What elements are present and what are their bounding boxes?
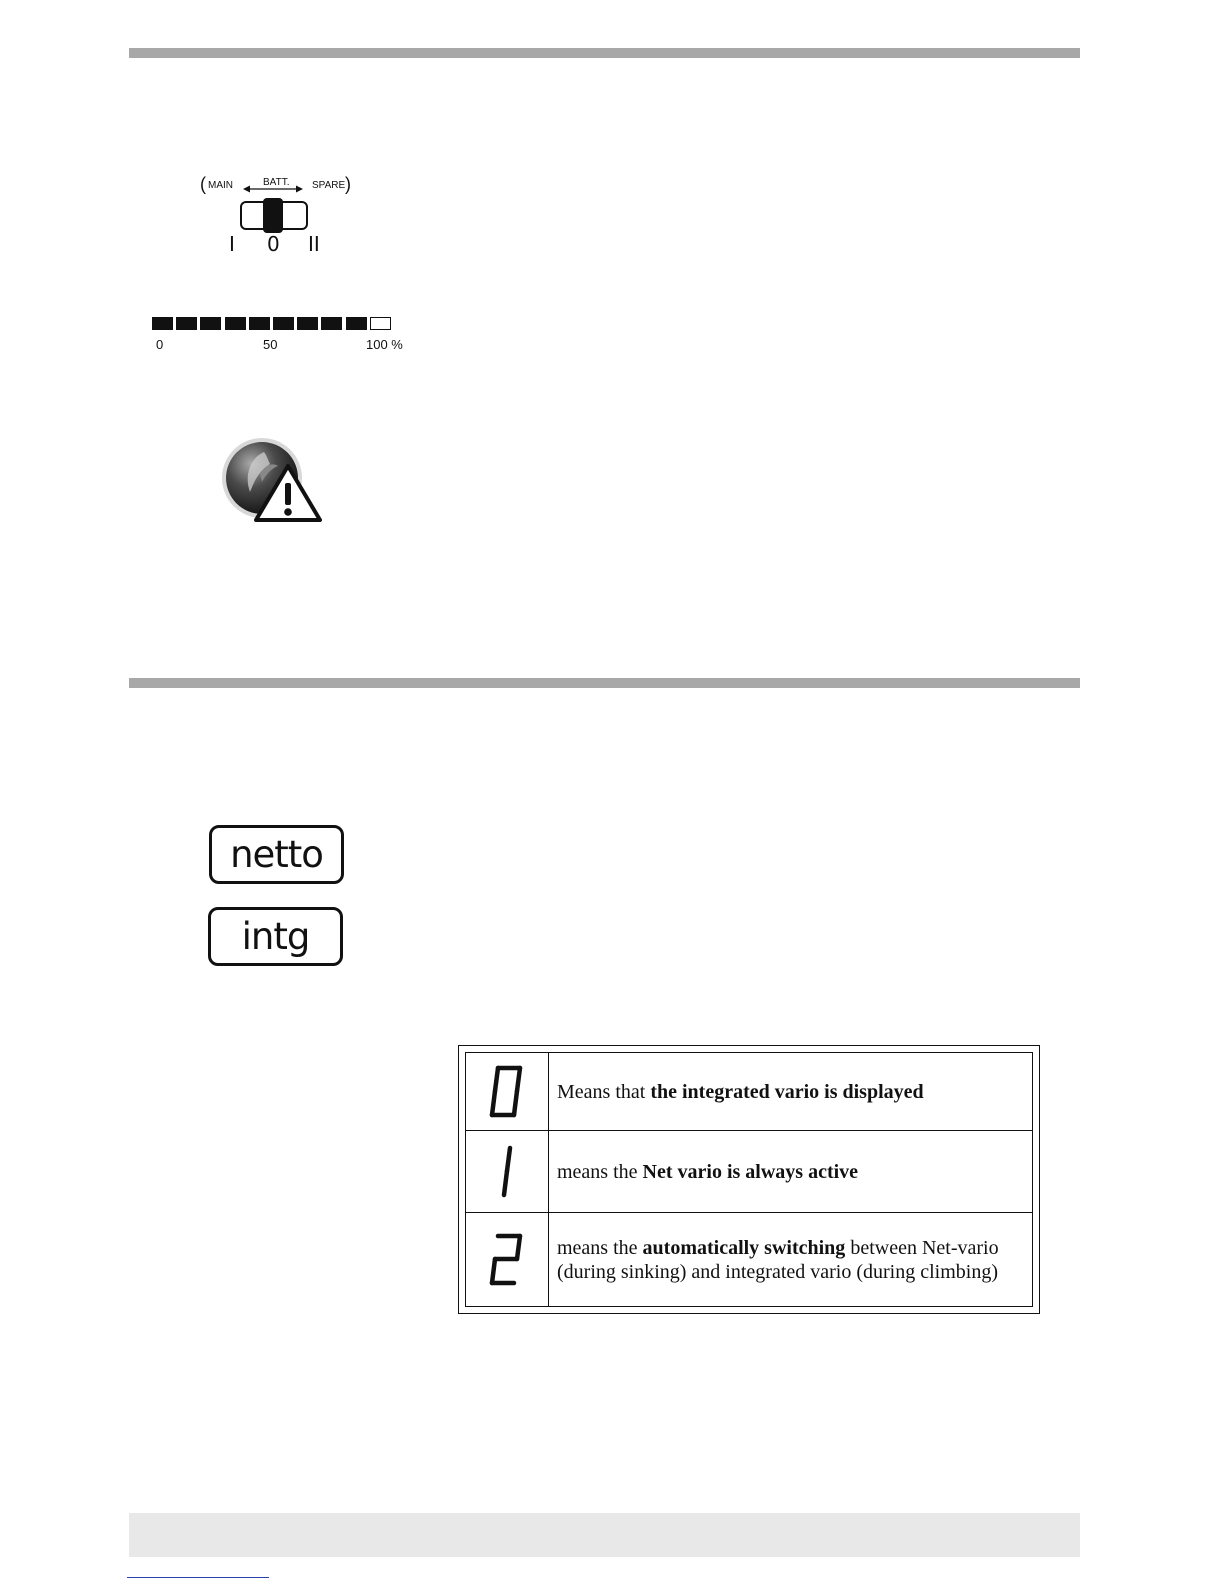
lcd-digit-1-icon bbox=[487, 1144, 527, 1200]
switch-knob bbox=[263, 198, 283, 233]
battery-level-gauge bbox=[152, 316, 422, 356]
paren-left: ( bbox=[200, 174, 206, 194]
lcd-digit-0-icon bbox=[487, 1064, 527, 1120]
switch-main-label: MAIN bbox=[208, 180, 233, 191]
gauge-segment-filled bbox=[225, 317, 246, 330]
digit-cell bbox=[466, 1213, 549, 1307]
description-cell bbox=[549, 1053, 1033, 1131]
switch-spare-label: SPARE bbox=[312, 180, 346, 191]
switch-position-spare: II bbox=[308, 232, 320, 256]
row-text: Means that bbox=[557, 1080, 651, 1103]
intg-mode-button[interactable]: intg bbox=[208, 907, 343, 966]
battery-switch-diagram bbox=[195, 172, 365, 262]
switch-position-main: I bbox=[229, 232, 235, 256]
lcd-digit-2-icon bbox=[487, 1232, 527, 1288]
section-divider-top bbox=[129, 48, 1080, 58]
vario-mode-table bbox=[458, 1045, 1040, 1314]
footer-band bbox=[129, 1513, 1080, 1557]
gauge-segment-filled bbox=[176, 317, 197, 330]
double-arrow-icon bbox=[243, 184, 303, 194]
switch-batt-label: BATT. bbox=[263, 177, 290, 188]
gauge-segment-filled bbox=[152, 317, 173, 330]
digit-cell bbox=[466, 1131, 549, 1213]
row-text-after: between Net-vario (during sinking) and integrated vario (during climbing) bbox=[557, 1236, 999, 1283]
gauge-segment-filled bbox=[249, 317, 270, 330]
switch-position-off: 0 bbox=[267, 232, 280, 256]
gauge-segment-filled bbox=[321, 317, 342, 330]
digit-cell bbox=[466, 1053, 549, 1131]
gauge-segment-filled bbox=[346, 317, 367, 330]
table-row bbox=[466, 1053, 1033, 1131]
row-text-bold: the integrated vario is displayed bbox=[650, 1080, 924, 1103]
gauge-tick-100: 100 % bbox=[366, 337, 403, 352]
table-row bbox=[466, 1213, 1033, 1307]
gauge-segment-filled bbox=[297, 317, 318, 330]
paren-right: ) bbox=[345, 174, 351, 194]
gauge-tick-0: 0 bbox=[156, 337, 164, 352]
low-battery-warning-icon bbox=[220, 436, 324, 524]
gauge-tick-50: 50 bbox=[263, 337, 278, 352]
table-row bbox=[466, 1131, 1033, 1213]
section-divider-middle bbox=[129, 678, 1080, 688]
row-text-bold: automatically switching bbox=[642, 1236, 846, 1259]
footer-link-underline bbox=[127, 1577, 269, 1578]
netto-mode-button[interactable]: netto bbox=[209, 825, 344, 884]
gauge-segment-filled bbox=[273, 317, 294, 330]
description-cell bbox=[549, 1131, 1033, 1213]
row-text: means the bbox=[557, 1160, 643, 1183]
row-text: means the bbox=[557, 1236, 643, 1259]
gauge-segment-filled bbox=[200, 317, 221, 330]
gauge-segment-empty bbox=[370, 317, 391, 330]
row-text-bold: Net vario is always active bbox=[642, 1160, 859, 1183]
description-cell bbox=[549, 1213, 1033, 1307]
